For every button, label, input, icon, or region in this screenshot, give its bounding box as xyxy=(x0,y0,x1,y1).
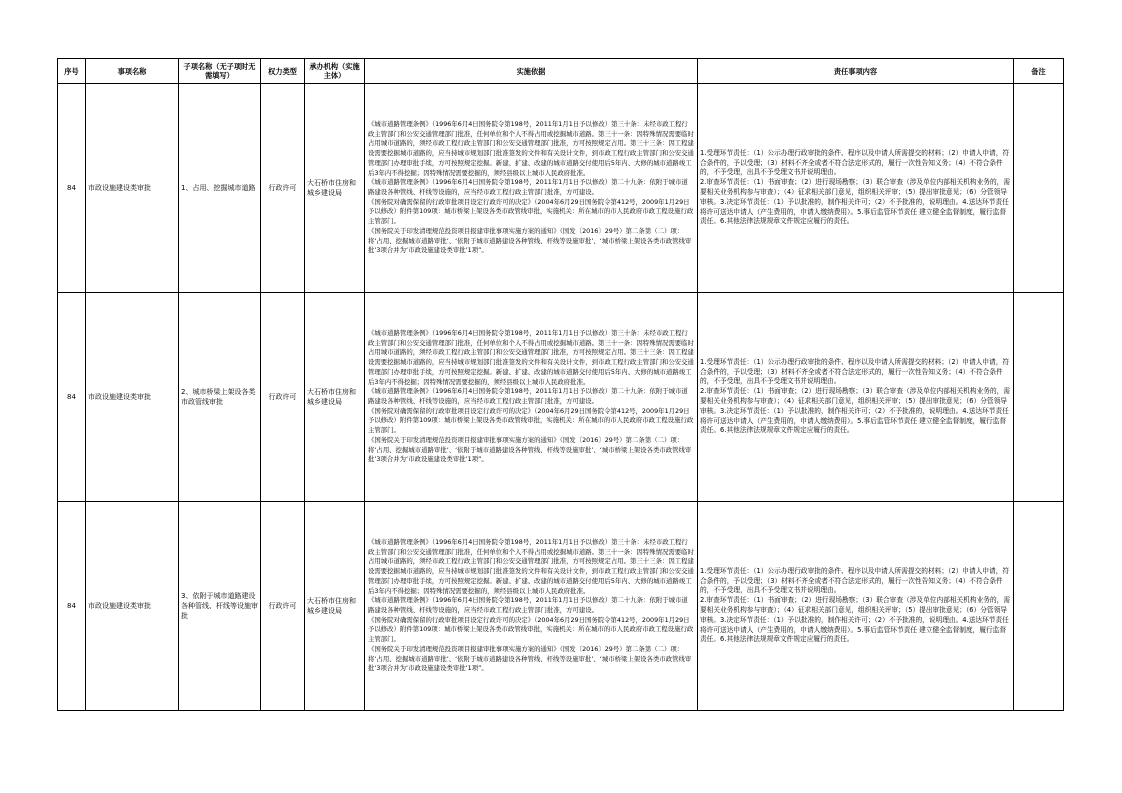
header-basis: 实施依据 xyxy=(365,59,698,84)
cell-basis xyxy=(365,293,698,502)
basis-paragraph: 《国务院关于印发清理规范投资项目报建审批事项实施方案的通知》（国发〔2016〕29号）第二条第（二）项：将‘占用、挖掘城市道路审批’、‘依附于城市道路建设各种管线、杆线等设施审批’、‘城市桥梁上架设各类市政管线审批’3项合并为‘市政设施建设类审批’1项”。 xyxy=(368,226,692,255)
cell-org: 大石桥市住房和城乡建设局 xyxy=(305,84,365,293)
header-org: 承办机构（实施主体） xyxy=(305,59,365,84)
header-note: 备注 xyxy=(1014,59,1064,84)
basis-paragraph: 《城市道路管理条例》（1996年6月4日国务院令第198号，2011年1月1日予以修改）第三十条：未经市政工程行政主管部门和公安交通管理部门批准，任何单位和个人不得占用或挖掘城市道路。第三十一条：因特殊情况需要临时占用城市道路的，须经市政工程行政主管部门和公安交通管理部门批准，方可按照规定占用。第三十三条：因工程建设需要挖掘城市道路的，应当持城市规划部门批准签发的文件和有关设计文件，到市政工程行政主管部门和公安交通管理部门办理审批手续，方可按照规定挖掘。新建、扩建、改建的城市道路交付使用后5年内、大修的城市道路竣工后3年内不得挖掘；因特殊情况需要挖掘的，须经县级以上城市人民政府批准。 xyxy=(368,120,694,177)
header-sub-item: 子项名称（无子项时无需填写） xyxy=(179,59,261,84)
basis-paragraph: 《国务院对确需保留的行政审批项目设定行政许可的决定》（2004年6月29日国务院令第412号，2009年1月29日予以修改）附件第109项：城市桥梁上架设各类市政管线审批，实施机关：所在城市的市人民政府市政工程设施行政主管部门。 xyxy=(368,615,694,644)
cell-note xyxy=(1014,84,1064,293)
resp-paragraph: 2.审查环节责任：（1）书面审查；（2）进行现场勘察；（3）联合审查（涉及单位内部相关机构业务的，需要相关业务机构参与审查）；（4）征求相关部门意见，组织相关评审；（5）提出审批意见；（6）分管领导审核。3.决定环节责任：（1）予以批准的，制作相关许可；（2）不予批准的，说明理由。4.送达环节责任 将许可送达申请人（产生费用的，申请人缴纳费用）。5.事后监管环节责任 建立健全监督制度，履行监督责任。6.其他法律法规规章文件规定应履行的责任。 xyxy=(700,596,1011,644)
header-responsibility: 责任事项内容 xyxy=(698,59,1014,84)
basis-paragraph: 《国务院对确需保留的行政审批项目设定行政许可的决定》（2004年6月29日国务院令第412号，2009年1月29日予以修改）附件第109项：城市桥梁上架设各类市政管线审批，实施机关：所在城市的市人民政府市政工程设施行政主管部门。 xyxy=(368,406,694,435)
resp-paragraph: 2.审查环节责任：（1）书面审查；（2）进行现场勘察；（3）联合审查（涉及单位内部相关机构业务的，需要相关业务机构参与审查）；（4）征求相关部门意见，组织相关评审；（5）提出审批意见；（6）分管领导审核。3.决定环节责任：（1）予以批准的，制作相关许可；（2）不予批准的，说明理由。4.送达环节责任 将许可送达申请人（产生费用的，申请人缴纳费用）。5.事后监管环节责任 建立健全监督制度，履行监督责任。6.其他法律法规规章文件规定应履行的责任。 xyxy=(700,387,1011,435)
cell-seq: 84 xyxy=(58,502,86,711)
cell-responsibility xyxy=(698,293,1014,502)
cell-basis xyxy=(365,502,698,711)
table-row xyxy=(58,502,1064,711)
header-seq: 序号 xyxy=(58,59,86,84)
resp-paragraph: 2.审查环节责任：（1）书面审查；（2）进行现场勘察；（3）联合审查（涉及单位内部相关机构业务的，需要相关业务机构参与审查）；（4）征求相关部门意见，组织相关评审；（5）提出审批意见；（6）分管领导审核。3.决定环节责任：（1）予以批准的，制作相关许可；（2）不予批准的，说明理由。4.送达环节责任 将许可送达申请人（产生费用的，申请人缴纳费用）。5.事后监管环节责任 建立健全监督制度，履行监督责任。6.其他法律法规规章文件规定应履行的责任。 xyxy=(700,178,1011,226)
basis-paragraph: 《城市道路管理条例》（1996年6月4日国务院令第198号，2011年1月1日予以修改）第三十条：未经市政工程行政主管部门和公安交通管理部门批准，任何单位和个人不得占用或挖掘城市道路。第三十一条：因特殊情况需要临时占用城市道路的，须经市政工程行政主管部门和公安交通管理部门批准，方可按照规定占用。第三十三条：因工程建设需要挖掘城市道路的，应当持城市规划部门批准签发的文件和有关设计文件，到市政工程行政主管部门和公安交通管理部门办理审批手续，方可按照规定挖掘。新建、扩建、改建的城市道路交付使用后5年内、大修的城市道路竣工后3年内不得挖掘；因特殊情况需要挖掘的，须经县级以上城市人民政府批准。 xyxy=(368,329,694,386)
basis-paragraph: 《国务院对确需保留的行政审批项目设定行政许可的决定》（2004年6月29日国务院令第412号，2009年1月29日予以修改）附件第109项：城市桥梁上架设各类市政管线审批，实施机关：所在城市的市人民政府市政工程设施行政主管部门。 xyxy=(368,197,694,226)
resp-paragraph: 1.受理环节责任：（1）公示办理行政审批的条件、程序以及申请人所需提交的材料；（2）申请人申请，符合条件的，予以受理；（3）材料不齐全或者不符合法定形式的，履行一次性告知义务；（4）不符合条件的，不予受理，出具不予受理文书并说明理由。 xyxy=(700,566,1010,595)
cell-power-type: 行政许可 xyxy=(261,293,305,502)
cell-sub-item: 1、占用、挖掘城市道路 xyxy=(179,84,261,293)
cell-seq: 84 xyxy=(58,293,86,502)
cell-sub-item: 3、依附于城市道路建设各种管线、杆线等设施审批 xyxy=(179,502,261,711)
basis-paragraph: 《城市道路管理条例》（1996年6月4日国务院令第198号，2011年1月1日予以修改）第三十条：未经市政工程行政主管部门和公安交通管理部门批准，任何单位和个人不得占用或挖掘城市道路。第三十一条：因特殊情况需要临时占用城市道路的，须经市政工程行政主管部门和公安交通管理部门批准，方可按照规定占用。第三十三条：因工程建设需要挖掘城市道路的，应当持城市规划部门批准签发的文件和有关设计文件，到市政工程行政主管部门和公安交通管理部门办理审批手续，方可按照规定挖掘。新建、扩建、改建的城市道路交付使用后5年内、大修的城市道路竣工后3年内不得挖掘；因特殊情况需要挖掘的，须经县级以上城市人民政府批准。 xyxy=(368,538,694,595)
cell-responsibility xyxy=(698,502,1014,711)
cell-power-type: 行政许可 xyxy=(261,84,305,293)
cell-seq: 84 xyxy=(58,84,86,293)
resp-paragraph: 1.受理环节责任：（1）公示办理行政审批的条件、程序以及申请人所需提交的材料；（2）申请人申请，符合条件的，予以受理；（3）材料不齐全或者不符合法定形式的，履行一次性告知义务；（4）不符合条件的，不予受理，出具不予受理文书并说明理由。 xyxy=(700,148,1010,177)
basis-paragraph: 《城市道路管理条例》（1996年6月4日国务院令第198号，2011年1月1日予以修改）第二十九条：依附于城市道路建设各种管线、杆线等设施的，应当经市政工程行政主管部门批准，方可建设。 xyxy=(368,178,688,196)
resp-paragraph: 1.受理环节责任：（1）公示办理行政审批的条件、程序以及申请人所需提交的材料；（2）申请人申请，符合条件的，予以受理；（3）材料不齐全或者不符合法定形式的，履行一次性告知义务；（4）不符合条件的，不予受理，出具不予受理文书并说明理由。 xyxy=(700,357,1010,386)
cell-org: 大石桥市住房和城乡建设局 xyxy=(305,293,365,502)
cell-org: 大石桥市住房和城乡建设局 xyxy=(305,502,365,711)
cell-basis xyxy=(365,84,698,293)
header-item-name: 事项名称 xyxy=(86,59,179,84)
power-list-table xyxy=(57,58,1064,711)
table-row xyxy=(58,84,1064,293)
cell-responsibility xyxy=(698,84,1014,293)
cell-item-name: 市政设施建设类审批 xyxy=(86,502,179,711)
cell-note xyxy=(1014,502,1064,711)
basis-paragraph: 《国务院关于印发清理规范投资项目报建审批事项实施方案的通知》（国发〔2016〕29号）第二条第（二）项：将‘占用、挖掘城市道路审批’、‘依附于城市道路建设各种管线、杆线等设施审批’、‘城市桥梁上架设各类市政管线审批’3项合并为‘市政设施建设类审批’1项”。 xyxy=(368,435,692,464)
basis-paragraph: 《城市道路管理条例》（1996年6月4日国务院令第198号，2011年1月1日予以修改）第二十九条：依附于城市道路建设各种管线、杆线等设施的，应当经市政工程行政主管部门批准，方可建设。 xyxy=(368,387,688,405)
table-row xyxy=(58,293,1064,502)
header-power-type: 权力类型 xyxy=(261,59,305,84)
cell-item-name: 市政设施建设类审批 xyxy=(86,293,179,502)
cell-sub-item: 2、城市桥梁上架设各类市政管线审批 xyxy=(179,293,261,502)
cell-item-name: 市政设施建设类审批 xyxy=(86,84,179,293)
cell-note xyxy=(1014,293,1064,502)
cell-power-type: 行政许可 xyxy=(261,502,305,711)
basis-paragraph: 《城市道路管理条例》（1996年6月4日国务院令第198号，2011年1月1日予以修改）第二十九条：依附于城市道路建设各种管线、杆线等设施的，应当经市政工程行政主管部门批准，方可建设。 xyxy=(368,596,688,614)
basis-paragraph: 《国务院关于印发清理规范投资项目报建审批事项实施方案的通知》（国发〔2016〕29号）第二条第（二）项：将‘占用、挖掘城市道路审批’、‘依附于城市道路建设各种管线、杆线等设施审批’、‘城市桥梁上架设各类市政管线审批’3项合并为‘市政设施建设类审批’1项”。 xyxy=(368,644,692,673)
table-header-row xyxy=(58,59,1064,84)
